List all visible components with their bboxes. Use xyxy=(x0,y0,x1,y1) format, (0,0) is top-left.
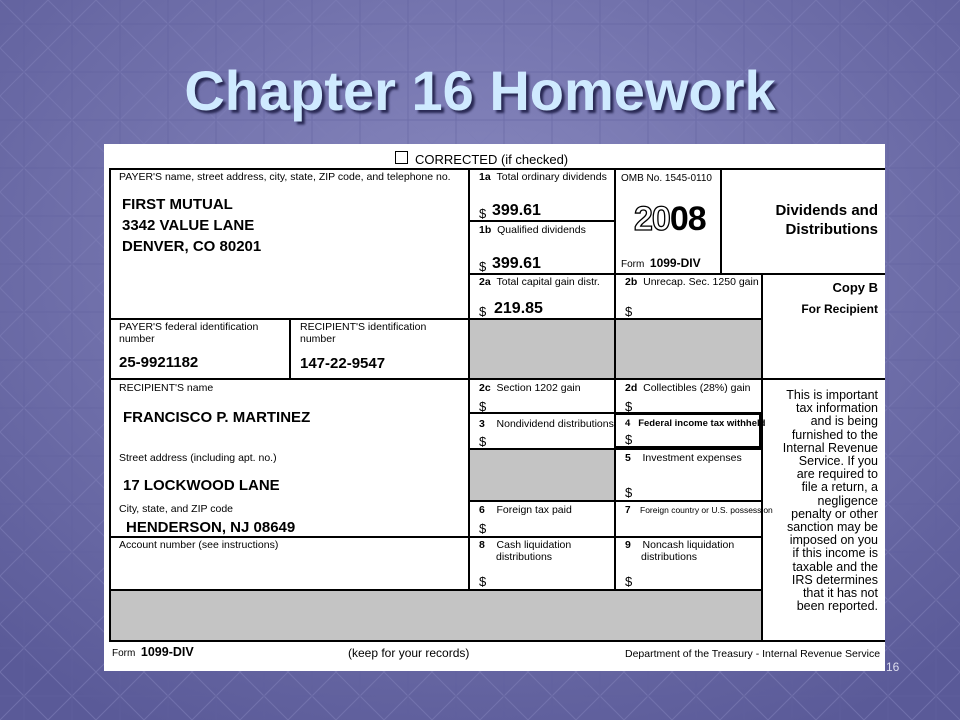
notice-line: imposed on you xyxy=(789,533,878,548)
tax-year-solid: 08 xyxy=(669,200,706,238)
box1b-text: Qualified dividends xyxy=(497,224,586,236)
notice-line: penalty or other xyxy=(791,506,878,521)
street-label: Street address (including apt. no.) xyxy=(119,452,277,464)
rule xyxy=(469,273,885,275)
box1b-number: 1b xyxy=(479,224,492,236)
box3-text: Nondividend distributions xyxy=(496,418,614,430)
slide-number: 16 xyxy=(886,660,900,674)
rule xyxy=(111,536,762,538)
box1b-value[interactable]: 399.61 xyxy=(492,255,541,272)
notice-line: tax information xyxy=(796,401,878,416)
box2a-number: 2a xyxy=(479,276,491,288)
rule xyxy=(111,318,762,320)
rule xyxy=(111,168,885,170)
box8-label-line2: distributions xyxy=(496,551,553,563)
notice-line: and is being xyxy=(810,414,878,429)
box2c-text: Section 1202 gain xyxy=(496,382,581,394)
box1a-number: 1a xyxy=(479,171,491,183)
keep-records: (keep for your records) xyxy=(348,646,470,660)
box2a-value[interactable]: 219.85 xyxy=(494,300,543,317)
notice-line: Internal Revenue xyxy=(782,440,878,455)
recipient-id-label: RECIPIENT'S identification number xyxy=(300,321,427,345)
box2c-label xyxy=(479,382,581,394)
rule xyxy=(720,168,722,274)
notice-line: file a return, a xyxy=(801,480,878,495)
dollar-sign: $ xyxy=(625,574,633,589)
box1b-label xyxy=(479,224,586,236)
box8-label xyxy=(479,539,571,551)
form-name: 1099-DIV xyxy=(140,645,194,659)
payer-id-value[interactable]: 25-9921182 xyxy=(119,354,199,371)
box5-number: 5 xyxy=(625,452,631,464)
box2a-text: Total capital gain distr. xyxy=(496,276,600,288)
dollar-sign: $ xyxy=(625,399,633,414)
recipient-id-value[interactable]: 147-22-9547 xyxy=(300,355,386,372)
notice-line: Service. If you xyxy=(798,454,878,469)
box2b-number: 2b xyxy=(625,276,638,288)
dollar-sign: $ xyxy=(479,434,487,449)
dollar-sign: $ xyxy=(625,304,633,319)
tax-year xyxy=(634,200,706,239)
box8-number: 8 xyxy=(479,539,485,551)
rule xyxy=(614,168,616,590)
form-id-top xyxy=(621,256,701,270)
rule xyxy=(761,273,763,642)
corrected-checkbox[interactable] xyxy=(395,151,408,164)
dollar-sign: $ xyxy=(479,399,487,414)
dollar-sign: $ xyxy=(479,574,487,589)
box2d-number: 2d xyxy=(625,382,638,394)
street-value[interactable]: 17 LOCKWOOD LANE xyxy=(123,477,280,494)
notice-line: taxable and the xyxy=(792,559,878,574)
box2b-text: Unrecap. Sec. 1250 gain xyxy=(643,276,759,288)
rule xyxy=(289,318,291,379)
city-value[interactable]: HENDERSON, NJ 08649 xyxy=(126,519,296,536)
box9-label xyxy=(625,539,734,551)
box9-text: Noncash liquidation xyxy=(642,539,735,551)
payer-line: FIRST MUTUAL xyxy=(122,196,233,213)
box1a-value[interactable]: 399.61 xyxy=(492,202,541,219)
box6-number: 6 xyxy=(479,504,485,516)
form-id-footer xyxy=(112,645,194,659)
form-title-line: Dividends and xyxy=(775,202,878,219)
notice-line: if this income is xyxy=(792,546,878,561)
rule xyxy=(468,168,470,590)
rule xyxy=(111,378,885,380)
notice-line: This is important xyxy=(786,388,878,402)
box3-label xyxy=(479,418,614,430)
rule xyxy=(111,589,762,591)
dollar-sign: $ xyxy=(479,259,487,274)
payer-line: DENVER, CO 80201 xyxy=(122,238,262,255)
box7-number: 7 xyxy=(625,505,631,516)
box5-label xyxy=(625,452,742,464)
slide-title: Chapter 16 Homework xyxy=(184,59,776,122)
for-recipient-label: For Recipient xyxy=(801,302,878,316)
dollar-sign: $ xyxy=(625,485,633,500)
recipient-name-value[interactable]: FRANCISCO P. MARTINEZ xyxy=(123,409,311,426)
irs-notice xyxy=(764,389,878,613)
notice-line: been reported. xyxy=(796,599,878,614)
box2a-label xyxy=(479,276,600,288)
box7-label xyxy=(625,504,773,517)
tax-year-outline: 20 xyxy=(634,200,670,238)
box6-text: Foreign tax paid xyxy=(496,504,572,516)
rule xyxy=(469,220,615,222)
notice-line: negligence xyxy=(817,493,878,508)
box2b-label xyxy=(625,276,759,288)
rule xyxy=(109,168,111,642)
dollar-sign: $ xyxy=(625,432,633,447)
payer-line: 3342 VALUE LANE xyxy=(122,217,255,234)
box2c-number: 2c xyxy=(479,382,491,394)
department-label: Department of the Treasury - Internal Revenue Service xyxy=(625,648,881,660)
rule xyxy=(111,640,885,642)
dollar-sign: $ xyxy=(479,521,487,536)
form-word: Form xyxy=(621,259,645,270)
box9-label-line2: distributions xyxy=(641,551,698,563)
payer-id-label: PAYER'S federal identification number xyxy=(119,321,259,345)
form-word: Form xyxy=(112,648,136,659)
recipient-name-label: RECIPIENT'S name xyxy=(119,382,214,394)
box2d-text: Collectibles (28%) gain xyxy=(643,382,751,394)
notice-line: IRS determines xyxy=(791,572,878,587)
city-label: City, state, and ZIP code xyxy=(119,503,234,515)
notice-line: furnished to the xyxy=(791,427,878,442)
dollar-sign: $ xyxy=(479,304,487,319)
box7-text: Foreign country or U.S. possession xyxy=(640,505,773,515)
corrected-label: CORRECTED (if checked) xyxy=(415,152,569,167)
form-name: 1099-DIV xyxy=(649,256,701,270)
notice-line: sanction may be xyxy=(786,520,878,535)
shaded-cell xyxy=(111,590,762,640)
box3-number: 3 xyxy=(479,418,485,430)
notice-line: that it has not xyxy=(802,586,878,601)
form-title-line: Distributions xyxy=(785,221,878,238)
shaded-cell xyxy=(469,449,614,501)
box4-number: 4 xyxy=(625,418,631,429)
box6-label xyxy=(479,504,572,516)
box5-text: Investment expenses xyxy=(642,452,742,464)
notice-line: are required to xyxy=(796,467,878,482)
copy-b-label: Copy B xyxy=(832,280,878,295)
box9-number: 9 xyxy=(625,539,631,551)
box1a-label xyxy=(479,171,607,183)
box2d-label xyxy=(625,382,751,394)
account-label: Account number (see instructions) xyxy=(119,539,279,551)
box8-text: Cash liquidation xyxy=(496,539,572,551)
dollar-sign: $ xyxy=(479,206,487,221)
box1a-text: Total ordinary dividends xyxy=(496,171,607,183)
payer-label: PAYER'S name, street address, city, state, ZIP code, and telephone no. xyxy=(119,171,451,183)
form-1099-div xyxy=(104,144,885,671)
box4-text: Federal income tax withheld xyxy=(638,418,766,429)
omb-number: OMB No. 1545-0110 xyxy=(621,173,712,184)
box4-label xyxy=(625,418,765,430)
